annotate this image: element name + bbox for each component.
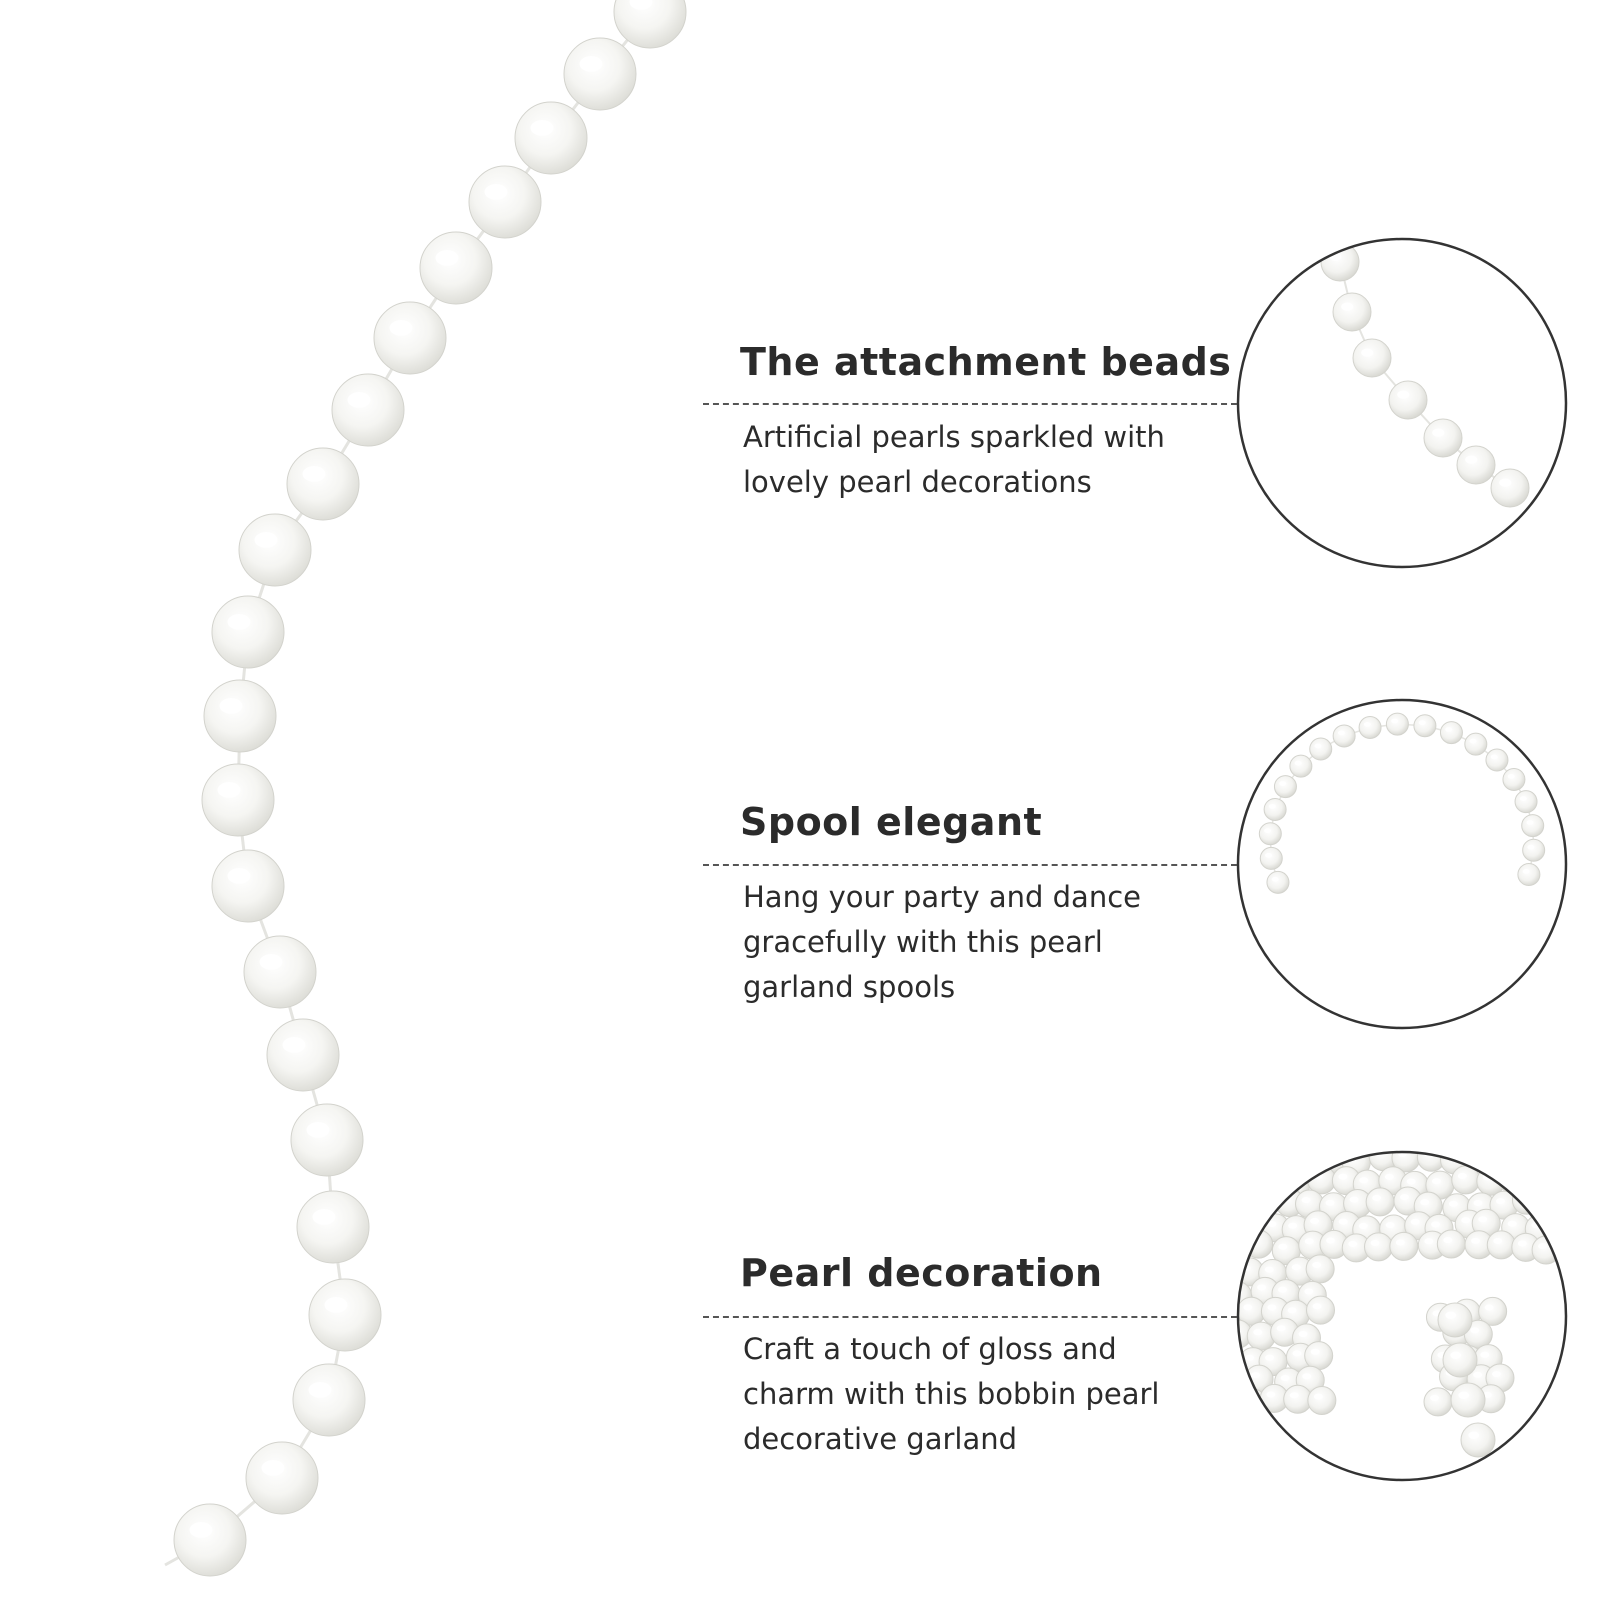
pearl-bead (1535, 1189, 1563, 1217)
pearl-bead (1274, 776, 1296, 798)
pearl-bead (1540, 1144, 1568, 1172)
pearl-bead (1306, 1255, 1334, 1283)
pearl-bead (309, 1279, 381, 1351)
pearl-bead (1267, 871, 1289, 893)
pearl-bead (1451, 1383, 1485, 1417)
pearl-bead (1492, 1150, 1520, 1178)
pearl-bead (1487, 1231, 1515, 1259)
pearl-bead (1353, 339, 1391, 377)
pearl-bead (1521, 1166, 1549, 1194)
pearl-bead (204, 680, 276, 752)
pearl-bead (1509, 1146, 1537, 1174)
pearl-bead (1437, 1230, 1465, 1258)
description-line: lovely pearl decorations (743, 465, 1092, 499)
pearl-bead (1548, 1165, 1576, 1193)
pearl-bead (1259, 823, 1281, 845)
feature-title-pearl-decoration: Pearl decoration (740, 1251, 1103, 1295)
dashed-divider (703, 864, 1237, 866)
pearl-bead (244, 936, 316, 1008)
pearl-bead (1272, 1146, 1300, 1174)
description-line: decorative garland (743, 1422, 1017, 1456)
pearl-bead (1333, 725, 1355, 747)
pearl-bead (1518, 864, 1540, 886)
pearl-bead (1264, 798, 1286, 820)
pearl-bead (1221, 1230, 1249, 1258)
pearl-bead (1503, 768, 1525, 790)
feature-title-spool-elegant: Spool elegant (740, 800, 1043, 844)
pearl-bead (564, 38, 636, 110)
pearl-bead (1293, 1149, 1321, 1177)
feature-description-pearl-decoration (743, 1327, 1183, 1462)
pearl-bead (1386, 713, 1408, 735)
pearl-bead (374, 302, 446, 374)
pearl-bead (1220, 1189, 1248, 1217)
description-line: garland spools (743, 970, 956, 1004)
pearl-bead (212, 596, 284, 668)
pearl-bead (1224, 1146, 1252, 1174)
pearl-bead (297, 1191, 369, 1263)
pearl-bead (202, 764, 274, 836)
description-line: gracefully with this pearl (743, 925, 1103, 959)
pearl-bead (469, 166, 541, 238)
pearl-bead (246, 1442, 318, 1514)
pearl-bead (293, 1364, 365, 1436)
feature-description-spool-elegant (743, 875, 1183, 1010)
dashed-divider (703, 403, 1237, 405)
pearl-bead (291, 1104, 363, 1176)
description-line: Hang your party and dance (743, 880, 1141, 914)
pearl-bead (1438, 1303, 1472, 1337)
pearl-bead (287, 448, 359, 520)
pearl-bead (614, 0, 686, 48)
pearl-bead (1261, 1166, 1289, 1194)
pearl-bead (1305, 1342, 1333, 1370)
pearl-bead (1515, 791, 1537, 813)
feature-image-spool-elegant (1238, 700, 1566, 1028)
pearl-bead (1390, 1232, 1418, 1260)
pearl-bead (1414, 715, 1436, 737)
pearl-bead (1245, 1144, 1273, 1172)
pearl-bead (1308, 1386, 1336, 1414)
pearl-bead (1321, 243, 1359, 281)
description-line: Craft a touch of gloss and (743, 1332, 1117, 1366)
pearl-bead (420, 232, 492, 304)
description-line: Artificial pearls sparkled with (743, 420, 1165, 454)
pearl-bead (267, 1019, 339, 1091)
pearl-bead (1389, 381, 1427, 419)
pearl-bead (1235, 1168, 1263, 1196)
pearl-bead (1260, 847, 1282, 869)
pearl-bead (1522, 815, 1544, 837)
feature-description-attachment-beads (743, 415, 1183, 505)
pearl-bead (1443, 1343, 1477, 1377)
pearl-bead (515, 102, 587, 174)
pearl-bead (1290, 755, 1312, 777)
pearl-bead (1486, 749, 1508, 771)
pearl-bead (332, 374, 404, 446)
pearl-bead (1307, 1296, 1335, 1324)
pearl-bead (212, 850, 284, 922)
pearl-bead (1333, 293, 1371, 331)
pearl-bead (174, 1504, 246, 1576)
pearl-bead (1461, 1423, 1495, 1457)
description-line: charm with this bobbin pearl (743, 1377, 1160, 1411)
pearl-bead (1457, 446, 1495, 484)
pearl-bead (1440, 722, 1462, 744)
pearl-bead (1424, 1388, 1452, 1416)
pearl-bead (1424, 419, 1462, 457)
pearl-bead (1546, 1215, 1574, 1243)
feature-image-pearl-decoration (1220, 1142, 1575, 1480)
pearl-bead (239, 514, 311, 586)
pearl-bead (1359, 717, 1381, 739)
pearl-bead (1366, 1188, 1394, 1216)
strand-pearls (174, 0, 686, 1576)
dashed-divider (703, 1316, 1237, 1318)
feature-image-attachment-beads (1238, 222, 1566, 567)
feature-title-attachment-beads: The attachment beads (740, 340, 1232, 384)
pearl-bead (1491, 469, 1529, 507)
pearl-bead (1310, 738, 1332, 760)
pearl-bead (1365, 1233, 1393, 1261)
pearl-bead (1465, 733, 1487, 755)
pearl-bead (1234, 1211, 1262, 1239)
pearl-bead (1523, 839, 1545, 861)
